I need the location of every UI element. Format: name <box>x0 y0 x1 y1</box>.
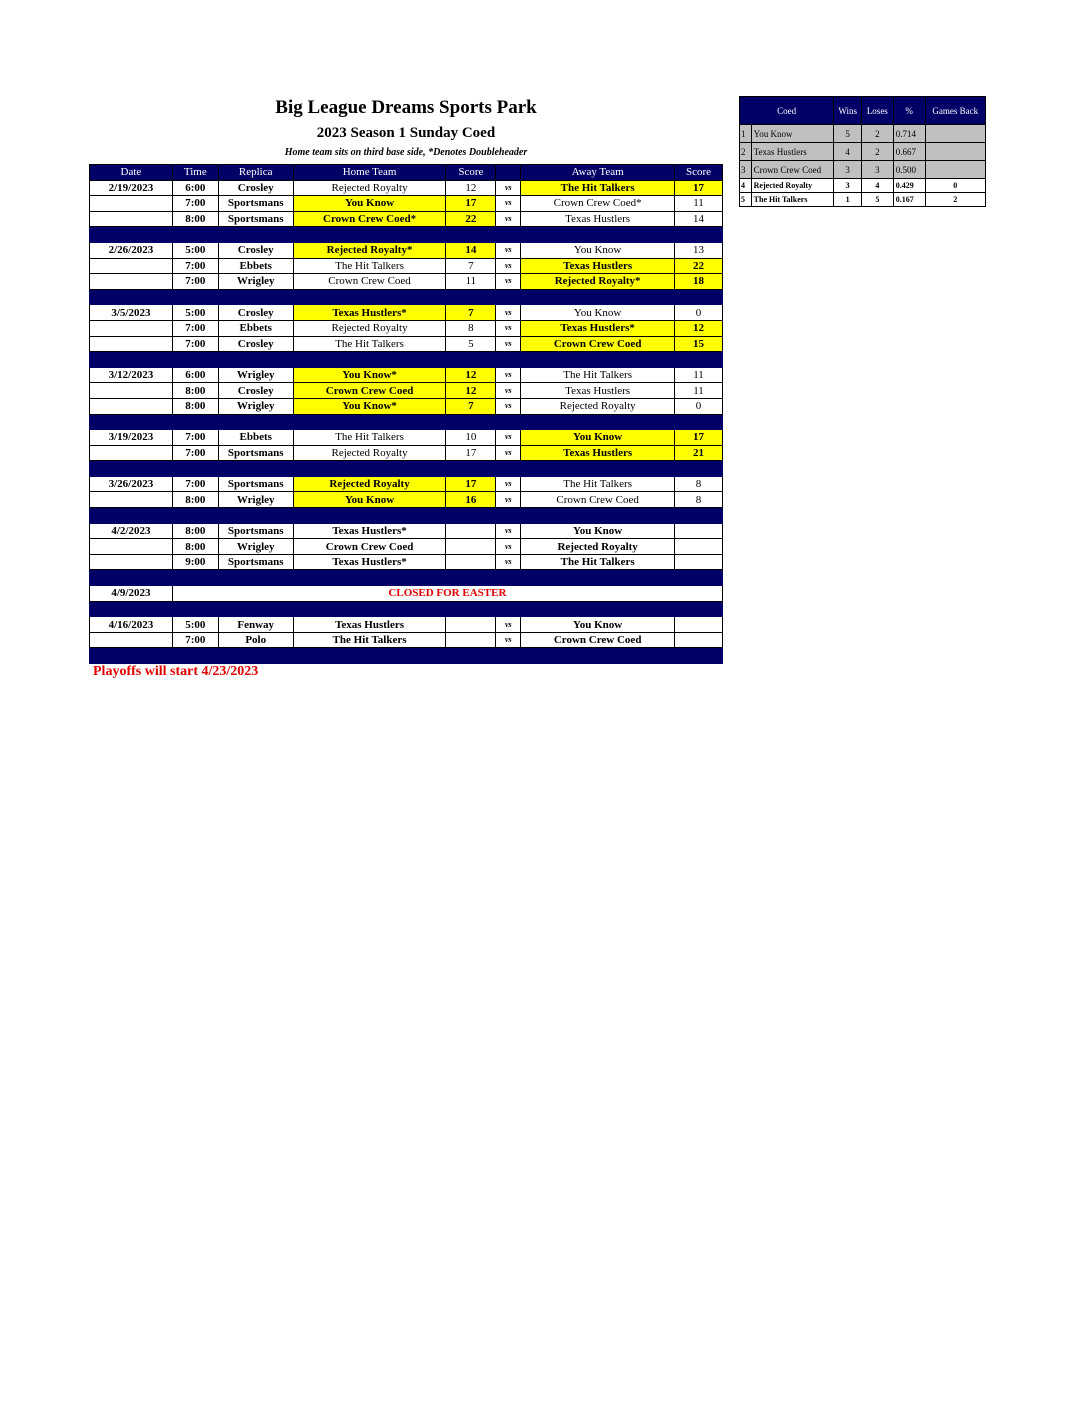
vs-label: vs <box>496 305 521 321</box>
game-time: 7:00 <box>172 632 218 648</box>
standings-rank: 5 <box>740 193 752 207</box>
week-separator <box>90 648 723 664</box>
standings-wins: 1 <box>834 193 862 207</box>
separator-bar <box>90 648 723 664</box>
standings-games-back <box>925 161 985 179</box>
col-header-away-team: Away Team <box>521 165 675 181</box>
game-date <box>90 196 173 212</box>
vs-label: vs <box>496 492 521 508</box>
week-separator <box>90 289 723 305</box>
game-field: Crosley <box>218 383 293 399</box>
separator-bar <box>90 601 723 617</box>
standings-row <box>740 125 986 143</box>
home-team: Texas Hustlers <box>293 617 446 633</box>
home-score: 17 <box>446 196 496 212</box>
week-separator <box>90 461 723 477</box>
week-separator <box>90 414 723 430</box>
game-date: 2/26/2023 <box>90 242 173 258</box>
standings-team: The Hit Talkers <box>751 193 834 207</box>
standings-games-back: 0 <box>925 179 985 193</box>
game-field: Ebbets <box>218 430 293 446</box>
col-header-home-team: Home Team <box>293 165 446 181</box>
game-date <box>90 274 173 290</box>
standings-loses: 2 <box>861 143 893 161</box>
separator-bar <box>90 461 723 477</box>
game-row <box>90 430 723 446</box>
closed-row <box>90 586 723 602</box>
standings-wins: 3 <box>834 179 862 193</box>
away-team: The Hit Talkers <box>521 476 675 492</box>
away-score: 17 <box>675 180 723 196</box>
home-team: The Hit Talkers <box>293 632 446 648</box>
standings-wins: 4 <box>834 143 862 161</box>
away-score <box>675 539 723 555</box>
home-team: The Hit Talkers <box>293 258 446 274</box>
game-field: Sportsmans <box>218 211 293 227</box>
game-date: 3/26/2023 <box>90 476 173 492</box>
col-header-vs <box>496 165 521 181</box>
home-score: 12 <box>446 383 496 399</box>
standings-row <box>740 161 986 179</box>
away-team: Rejected Royalty* <box>521 274 675 290</box>
away-team: Texas Hustlers <box>521 383 675 399</box>
home-score: 12 <box>446 367 496 383</box>
standings-row <box>740 179 986 193</box>
standings-rank: 3 <box>740 161 752 179</box>
schedule-note: Home team sits on third base side, *Denotes Doubleheader <box>284 147 528 158</box>
away-score <box>675 523 723 539</box>
game-date: 3/12/2023 <box>90 367 173 383</box>
vs-label: vs <box>496 180 521 196</box>
game-time: 7:00 <box>172 445 218 461</box>
game-date <box>90 554 173 570</box>
standings-header-games-back: Games Back <box>925 97 985 125</box>
game-date: 4/2/2023 <box>90 523 173 539</box>
away-score <box>675 554 723 570</box>
home-team: Rejected Royalty* <box>293 242 446 258</box>
standings-header-pct: % <box>893 97 925 125</box>
home-score <box>446 523 496 539</box>
game-date <box>90 336 173 352</box>
game-date <box>90 383 173 399</box>
standings-loses: 5 <box>861 193 893 207</box>
away-score: 11 <box>675 367 723 383</box>
standings-pct: 0.667 <box>893 143 925 161</box>
game-time: 8:00 <box>172 539 218 555</box>
standings-games-back <box>925 143 985 161</box>
away-team: You Know <box>521 430 675 446</box>
home-team: Rejected Royalty <box>293 445 446 461</box>
col-header-home-score: Score <box>446 165 496 181</box>
game-time: 6:00 <box>172 367 218 383</box>
home-team: Crown Crew Coed* <box>293 211 446 227</box>
separator-bar <box>90 352 723 368</box>
separator-bar <box>90 227 723 243</box>
away-score: 21 <box>675 445 723 461</box>
standings-header-coed: Coed <box>740 97 834 125</box>
home-team: Texas Hustlers* <box>293 305 446 321</box>
home-team: Texas Hustlers* <box>293 523 446 539</box>
home-score: 22 <box>446 211 496 227</box>
schedule-header-row <box>90 165 723 181</box>
game-date <box>90 539 173 555</box>
away-team: Texas Hustlers <box>521 445 675 461</box>
away-score <box>675 617 723 633</box>
game-time: 7:00 <box>172 196 218 212</box>
game-date <box>90 211 173 227</box>
home-team: Rejected Royalty <box>293 180 446 196</box>
game-row <box>90 258 723 274</box>
game-field: Wrigley <box>218 398 293 414</box>
game-row <box>90 492 723 508</box>
game-time: 8:00 <box>172 492 218 508</box>
standings-row <box>740 193 986 207</box>
game-date: 3/5/2023 <box>90 305 173 321</box>
home-score <box>446 554 496 570</box>
standings-loses: 3 <box>861 161 893 179</box>
separator-bar <box>90 570 723 586</box>
away-score: 0 <box>675 305 723 321</box>
home-team: Crown Crew Coed <box>293 383 446 399</box>
vs-label: vs <box>496 523 521 539</box>
game-date <box>90 492 173 508</box>
away-team: The Hit Talkers <box>521 180 675 196</box>
away-score: 11 <box>675 383 723 399</box>
standings-team: Crown Crew Coed <box>751 161 834 179</box>
game-time: 7:00 <box>172 336 218 352</box>
home-score: 14 <box>446 242 496 258</box>
standings-games-back <box>925 125 985 143</box>
away-score: 0 <box>675 398 723 414</box>
game-field: Sportsmans <box>218 523 293 539</box>
game-row <box>90 196 723 212</box>
game-field: Crosley <box>218 180 293 196</box>
home-team: Rejected Royalty <box>293 320 446 336</box>
home-team: You Know <box>293 196 446 212</box>
away-score: 12 <box>675 320 723 336</box>
game-field: Sportsmans <box>218 445 293 461</box>
away-team: Texas Hustlers <box>521 211 675 227</box>
away-score <box>675 632 723 648</box>
game-time: 8:00 <box>172 211 218 227</box>
game-row <box>90 180 723 196</box>
game-time: 7:00 <box>172 320 218 336</box>
home-team: Rejected Royalty <box>293 476 446 492</box>
schedule-table <box>89 164 723 664</box>
standings-pct: 0.500 <box>893 161 925 179</box>
playoffs-notice: Playoffs will start 4/23/2023 <box>93 664 259 679</box>
standings-header-loses: Loses <box>861 97 893 125</box>
home-score <box>446 617 496 633</box>
standings-rank: 2 <box>740 143 752 161</box>
home-score: 17 <box>446 476 496 492</box>
vs-label: vs <box>496 383 521 399</box>
home-score: 11 <box>446 274 496 290</box>
home-team: You Know* <box>293 398 446 414</box>
away-score: 13 <box>675 242 723 258</box>
away-team: The Hit Talkers <box>521 554 675 570</box>
standings-header-wins: Wins <box>834 97 862 125</box>
away-score: 8 <box>675 476 723 492</box>
vs-label: vs <box>496 476 521 492</box>
game-field: Wrigley <box>218 367 293 383</box>
game-row <box>90 320 723 336</box>
game-field: Crosley <box>218 336 293 352</box>
away-team: Crown Crew Coed* <box>521 196 675 212</box>
vs-label: vs <box>496 258 521 274</box>
standings-row <box>740 143 986 161</box>
vs-label: vs <box>496 430 521 446</box>
standings-rank: 4 <box>740 179 752 193</box>
away-team: You Know <box>521 242 675 258</box>
col-header-time: Time <box>172 165 218 181</box>
game-date <box>90 632 173 648</box>
vs-label: vs <box>496 632 521 648</box>
standings-wins: 3 <box>834 161 862 179</box>
game-row <box>90 445 723 461</box>
game-date: 4/16/2023 <box>90 617 173 633</box>
away-team: Crown Crew Coed <box>521 632 675 648</box>
home-team: Crown Crew Coed <box>293 539 446 555</box>
game-row <box>90 274 723 290</box>
game-time: 7:00 <box>172 258 218 274</box>
home-team: The Hit Talkers <box>293 336 446 352</box>
home-team: You Know <box>293 492 446 508</box>
vs-label: vs <box>496 445 521 461</box>
home-score: 7 <box>446 258 496 274</box>
game-field: Wrigley <box>218 274 293 290</box>
away-team: You Know <box>521 305 675 321</box>
standings-wins: 5 <box>834 125 862 143</box>
vs-label: vs <box>496 196 521 212</box>
away-team: Crown Crew Coed <box>521 336 675 352</box>
game-row <box>90 632 723 648</box>
col-header-replica: Replica <box>218 165 293 181</box>
home-team: Crown Crew Coed <box>293 274 446 290</box>
home-team: The Hit Talkers <box>293 430 446 446</box>
vs-label: vs <box>496 398 521 414</box>
home-score: 17 <box>446 445 496 461</box>
game-time: 8:00 <box>172 523 218 539</box>
away-team: The Hit Talkers <box>521 367 675 383</box>
away-score: 15 <box>675 336 723 352</box>
away-team: Rejected Royalty <box>521 539 675 555</box>
game-date <box>90 398 173 414</box>
away-score: 14 <box>675 211 723 227</box>
vs-label: vs <box>496 336 521 352</box>
away-team: Crown Crew Coed <box>521 492 675 508</box>
away-score: 17 <box>675 430 723 446</box>
standings-team: Texas Hustlers <box>751 143 834 161</box>
game-date <box>90 320 173 336</box>
game-field: Ebbets <box>218 258 293 274</box>
standings-rank: 1 <box>740 125 752 143</box>
game-time: 8:00 <box>172 383 218 399</box>
game-time: 8:00 <box>172 398 218 414</box>
week-separator <box>90 601 723 617</box>
col-header-date: Date <box>90 165 173 181</box>
game-time: 7:00 <box>172 430 218 446</box>
game-row <box>90 554 723 570</box>
standings-team: You Know <box>751 125 834 143</box>
page-title: Big League Dreams Sports Park <box>275 97 537 118</box>
game-field: Wrigley <box>218 539 293 555</box>
vs-label: vs <box>496 539 521 555</box>
separator-bar <box>90 508 723 524</box>
game-time: 6:00 <box>172 180 218 196</box>
game-row <box>90 539 723 555</box>
separator-bar <box>90 289 723 305</box>
away-team: You Know <box>521 617 675 633</box>
home-score: 16 <box>446 492 496 508</box>
game-date: 2/19/2023 <box>90 180 173 196</box>
week-separator <box>90 227 723 243</box>
home-score: 10 <box>446 430 496 446</box>
home-score: 12 <box>446 180 496 196</box>
standings-pct: 0.429 <box>893 179 925 193</box>
home-score <box>446 539 496 555</box>
game-field: Sportsmans <box>218 554 293 570</box>
game-row <box>90 523 723 539</box>
vs-label: vs <box>496 320 521 336</box>
closed-notice: CLOSED FOR EASTER <box>172 586 722 602</box>
game-date: 4/9/2023 <box>90 586 173 602</box>
game-row <box>90 336 723 352</box>
vs-label: vs <box>496 554 521 570</box>
game-field: Fenway <box>218 617 293 633</box>
vs-label: vs <box>496 211 521 227</box>
vs-label: vs <box>496 617 521 633</box>
away-team: Rejected Royalty <box>521 398 675 414</box>
vs-label: vs <box>496 367 521 383</box>
home-team: You Know* <box>293 367 446 383</box>
game-time: 5:00 <box>172 305 218 321</box>
home-score: 7 <box>446 305 496 321</box>
vs-label: vs <box>496 242 521 258</box>
game-time: 9:00 <box>172 554 218 570</box>
away-score: 11 <box>675 196 723 212</box>
standings-loses: 2 <box>861 125 893 143</box>
away-team: Texas Hustlers <box>521 258 675 274</box>
away-score: 8 <box>675 492 723 508</box>
game-field: Ebbets <box>218 320 293 336</box>
game-row <box>90 242 723 258</box>
home-team: Texas Hustlers* <box>293 554 446 570</box>
game-row <box>90 617 723 633</box>
home-score <box>446 632 496 648</box>
week-separator <box>90 352 723 368</box>
away-team: You Know <box>521 523 675 539</box>
standings-loses: 4 <box>861 179 893 193</box>
game-row <box>90 476 723 492</box>
away-score: 18 <box>675 274 723 290</box>
standings-team: Rejected Royalty <box>751 179 834 193</box>
standings-table <box>739 96 986 207</box>
game-row <box>90 383 723 399</box>
away-score: 22 <box>675 258 723 274</box>
game-date: 3/19/2023 <box>90 430 173 446</box>
standings-pct: 0.714 <box>893 125 925 143</box>
game-time: 7:00 <box>172 274 218 290</box>
game-time: 5:00 <box>172 242 218 258</box>
game-row <box>90 211 723 227</box>
game-time: 7:00 <box>172 476 218 492</box>
game-row <box>90 305 723 321</box>
standings-games-back: 2 <box>925 193 985 207</box>
home-score: 5 <box>446 336 496 352</box>
standings-pct: 0.167 <box>893 193 925 207</box>
game-row <box>90 367 723 383</box>
game-date <box>90 258 173 274</box>
standings-header-row <box>740 97 986 125</box>
game-field: Crosley <box>218 305 293 321</box>
game-field: Sportsmans <box>218 196 293 212</box>
schedule-body <box>90 180 723 663</box>
week-separator <box>90 508 723 524</box>
game-row <box>90 398 723 414</box>
col-header-away-score: Score <box>675 165 723 181</box>
away-team: Texas Hustlers* <box>521 320 675 336</box>
home-score: 8 <box>446 320 496 336</box>
separator-bar <box>90 414 723 430</box>
season-subtitle: 2023 Season 1 Sunday Coed <box>316 125 496 141</box>
game-field: Sportsmans <box>218 476 293 492</box>
game-field: Crosley <box>218 242 293 258</box>
home-score: 7 <box>446 398 496 414</box>
game-field: Polo <box>218 632 293 648</box>
week-separator <box>90 570 723 586</box>
game-field: Wrigley <box>218 492 293 508</box>
game-date <box>90 445 173 461</box>
vs-label: vs <box>496 274 521 290</box>
game-time: 5:00 <box>172 617 218 633</box>
